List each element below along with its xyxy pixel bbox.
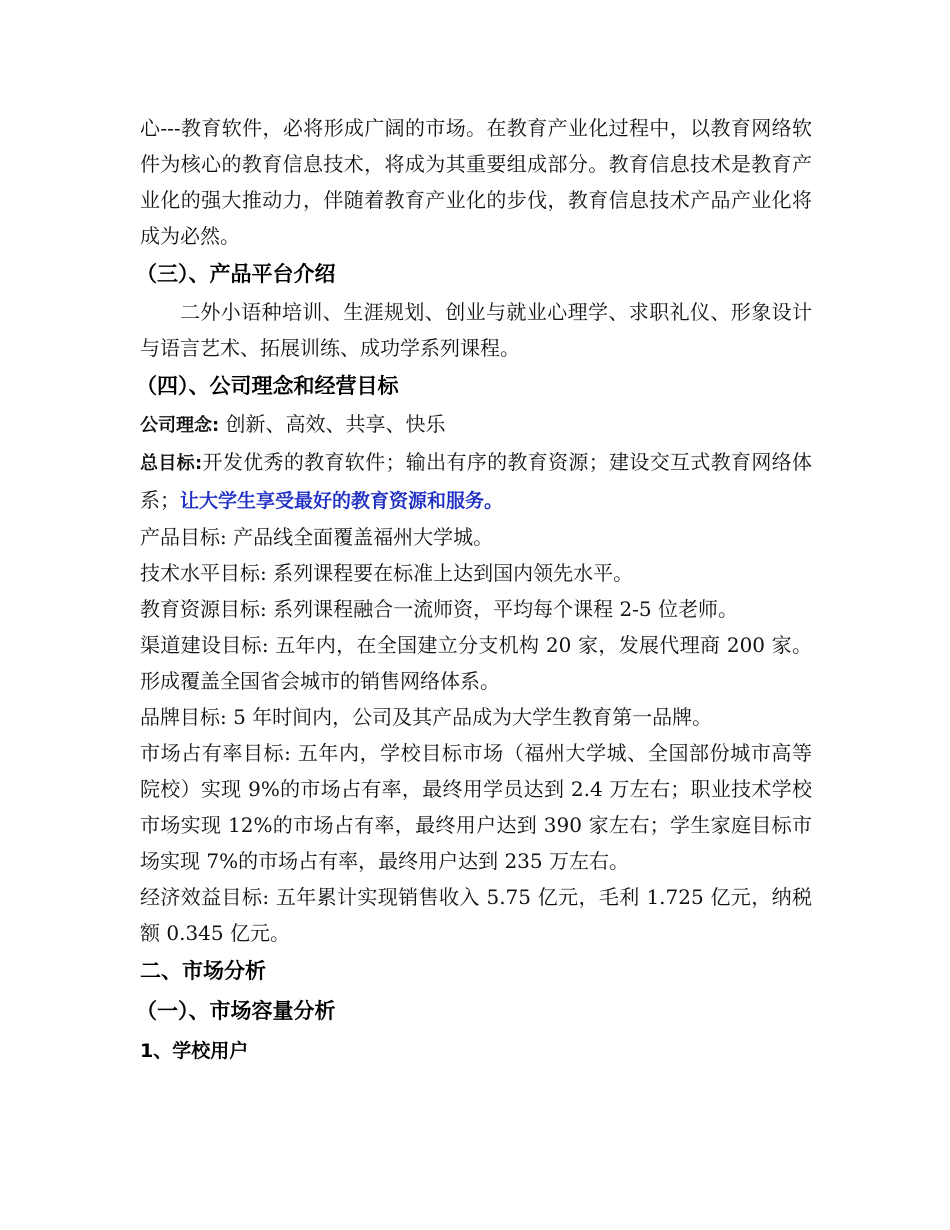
tech-target: 技术水平目标: 系列课程要在标准上达到国内领先水平。 <box>140 561 634 585</box>
economic-target: 经济效益目标: 五年累计实现销售收入 5.75 亿元，毛利 1.725 亿元，纳税额 0.345 亿元。 <box>140 885 812 945</box>
concept-label: 公司理念: <box>140 415 220 436</box>
concept-text: 创新、高效、共享、快乐 <box>219 412 446 436</box>
product-target: 产品目标: 产品线全面覆盖福州大学城。 <box>140 525 494 549</box>
heading-product-platform: （三）、产品平台介绍 <box>136 262 336 286</box>
overall-goal-paragraph <box>140 444 812 519</box>
resource-target: 教育资源目标: 系列课程融合一流师资，平均每个课程 2-5 位老师。 <box>140 597 739 621</box>
document-body <box>136 110 813 1071</box>
heading-market-capacity: （一）、市场容量分析 <box>136 999 336 1023</box>
channel-target: 渠道建设目标: 五年内，在全国建立分支机构 20 家，发展代理商 200 家。形成覆盖全国省会城市的销售网络体系。 <box>140 633 812 693</box>
heading-market-analysis: 二、市场分析 <box>140 959 266 983</box>
goal-text: 开发优秀的教育软件；输出有序的教育资源；建设交互式教育网络体系； <box>140 450 813 512</box>
goal-label: 总目标: <box>140 453 203 474</box>
intro-paragraph: 心---教育软件，必将形成广阔的市场。在教育产业化过程中，以教育网络软件为核心的教育信息技术，将成为其重要组成部分。教育信息技术是教育产业化的强大推动力，伴随着教育产业化的步伐，教育信息技术产品产业化将成为必然。 <box>140 116 812 248</box>
heading-company-concept: （四）、公司理念和经营目标 <box>136 374 399 398</box>
goal-highlight: 让大学生享受最好的教育资源和服务。 <box>180 490 504 512</box>
concept-line <box>140 406 812 444</box>
market-share-target: 市场占有率目标: 五年内，学校目标市场（福州大学城、全国部份城市高等院校）实现 9%的市场占有率，最终用学员达到 2.4 万左右；职业技术学校市场实现 12%的市场占有率，最终用户达到 390 家左右；学生家庭目标市场实现 7%的市场占有率，最终用户达到 235 万左右。 <box>140 741 812 873</box>
brand-target: 品牌目标: 5 年时间内，公司及其产品成为大学生教育第一品牌。 <box>140 705 713 729</box>
heading-school-users: 1、学校用户 <box>140 1040 249 1062</box>
platform-paragraph: 二外小语种培训、生涯规划、创业与就业心理学、求职礼仪、形象设计与语言艺术、拓展训练、成功学系列课程。 <box>140 300 812 360</box>
